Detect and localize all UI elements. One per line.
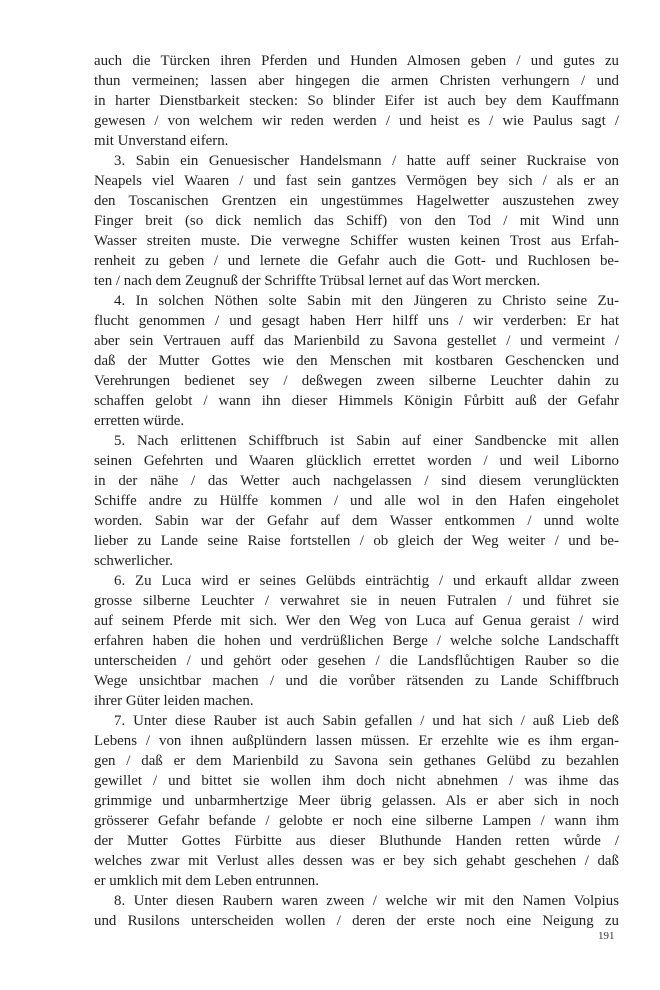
- text-line: auch die Türcken ihren Pferden und Hunden Almosen geben / und gutes zu: [94, 53, 619, 69]
- text-line: Verehrungen bedienet sey / deßwegen zween silberne Leuchter dahin zu: [94, 373, 619, 389]
- text-line: renheit zu geben / und lernete die Gefahr auch die Gott- und Ruchlosen be-: [94, 253, 619, 269]
- text-line: erfahren haben die hohen und verdrüßlichen Berge / welche solche Landschafft: [94, 633, 619, 649]
- text-line: gewillet / und bittet sie wollen ihm doch nicht abnehmen / was ihme das: [94, 773, 619, 789]
- paragraph-first-line: 8. Unter diesen Raubern waren zween / welche wir mit den Namen Volpius: [114, 893, 619, 909]
- text-line: Finger breit (so dick nemlich das Schiff) von den Tod / mit Wind unn: [94, 213, 619, 229]
- text-line: er umklich mit dem Leben entrunnen.: [94, 873, 319, 889]
- text-line: Schiffe andre zu Hülffe kommen / und alle wol in den Hafen eingeholet: [94, 493, 619, 509]
- text-line: lieber zu Lande seine Raise fortstellen / ob gleich der Weg weiter / und be-: [94, 533, 619, 549]
- text-line: grimmige und unbarmhertzige Meer übrig gelassen. Als er aber sich in noch: [94, 793, 619, 809]
- page-number: 191: [598, 930, 615, 942]
- text-line: Neapels viel Waaren / und fast sein gantzes Vermögen bey sich / als er an: [94, 173, 619, 189]
- text-line: grosse silberne Leuchter / verwahret sie in neuen Futralen / und führet sie: [94, 593, 619, 609]
- text-line: thun vermeinen; lassen aber hingegen die armen Christen verhungern / und: [94, 73, 619, 89]
- text-line: erretten würde.: [94, 413, 185, 429]
- text-line: mit Unverstand eifern.: [94, 133, 229, 149]
- text-line: den Toscanischen Grentzen ein ungestümmes Hagelwetter auszustehen zwey: [94, 193, 619, 209]
- text-line: grösserer Gefahr befande / gelobte er noch eine silberne Lampen / wann ihm: [94, 813, 619, 829]
- text-line: auf seinem Pferde mit sich. Wer den Weg von Luca auf Genua geraist / wird: [94, 613, 619, 629]
- body-text: [94, 51, 619, 931]
- text-line: gewesen / von welchem wir reden werden / und heist es / wie Paulus sagt /: [94, 113, 619, 129]
- text-line: seinen Gefehrten und Waaren glücklich errettet worden / und weil Liborno: [94, 453, 619, 469]
- text-line: schwerlicher.: [94, 553, 173, 569]
- text-line: Wege unsichtbar machen / und die vorůber rätsenden zu Lande Schiffbruch: [94, 673, 619, 689]
- paragraph-first-line: 5. Nach erlittenen Schiffbruch ist Sabin auf einer Sandbencke mit allen: [114, 433, 619, 449]
- text-line: welches zwar mit Verlust alles dessen was er bey sich gehabt geschehen / daß: [94, 853, 619, 869]
- text-line: schaffen gelobt / wann ihn dieser Himmels Königin Fůrbitt auß der Gefahr: [94, 393, 619, 409]
- text-line: daß der Mutter Gottes wie den Menschen mit kostbaren Geschencken und: [94, 353, 619, 369]
- text-line: und Rusilons unterscheiden wollen / deren der erste noch eine Neigung zu: [94, 913, 619, 929]
- text-line: ten / nach dem Zeugnuß der Schriffte Trübsal lernet auf das Wort mercken.: [94, 273, 541, 289]
- text-line: flucht genommen / und gesagt haben Herr hilff uns / wir verderben: Er hat: [94, 313, 619, 329]
- text-line: in der nähe / das Wetter auch nachgelassen / sind diesem verunglückten: [94, 473, 619, 489]
- text-line: Wasser streiten muste. Die verwegne Schiffer wusten keinen Trost aus Erfah-: [94, 233, 619, 249]
- text-line: ihrer Güter leiden machen.: [94, 693, 254, 709]
- paragraph-first-line: 6. Zu Luca wird er seines Gelübds einträchtig / und erkauft alldar zween: [114, 573, 619, 589]
- text-line: aber sein Vertrauen auff das Marienbild zu Savona gestellet / und vermeint /: [94, 333, 619, 349]
- text-line: in harter Dienstbarkeit stecken: So blinder Eifer ist auch bey dem Kauffmann: [94, 93, 619, 109]
- paragraph-first-line: 3. Sabin ein Genuesischer Handelsmann / hatte auff seiner Ruckraise von: [114, 153, 619, 169]
- paragraph-first-line: 7. Unter diese Rauber ist auch Sabin gefallen / und hat sich / auß Lieb deß: [114, 713, 619, 729]
- text-line: gen / daß er dem Marienbild zu Savona sein gethanes Gelübd zu bezahlen: [94, 753, 619, 769]
- text-line: unterscheiden / und gehört oder gesehen / die Landsflůchtigen Rauber so die: [94, 653, 619, 669]
- text-line: der Mutter Gottes Fürbitte aus dieser Bluthunde Handen retten wůrde /: [94, 833, 619, 849]
- text-line: Lebens / von ihnen außplündern lassen müssen. Er erzehlte wie es ihm ergan-: [94, 733, 619, 749]
- text-line: worden. Sabin war der Gefahr auf dem Wasser entkommen / unnd wolte: [94, 513, 619, 529]
- paragraph-first-line: 4. In solchen Nöthen solte Sabin mit den Jüngeren zu Christo seine Zu-: [114, 293, 619, 309]
